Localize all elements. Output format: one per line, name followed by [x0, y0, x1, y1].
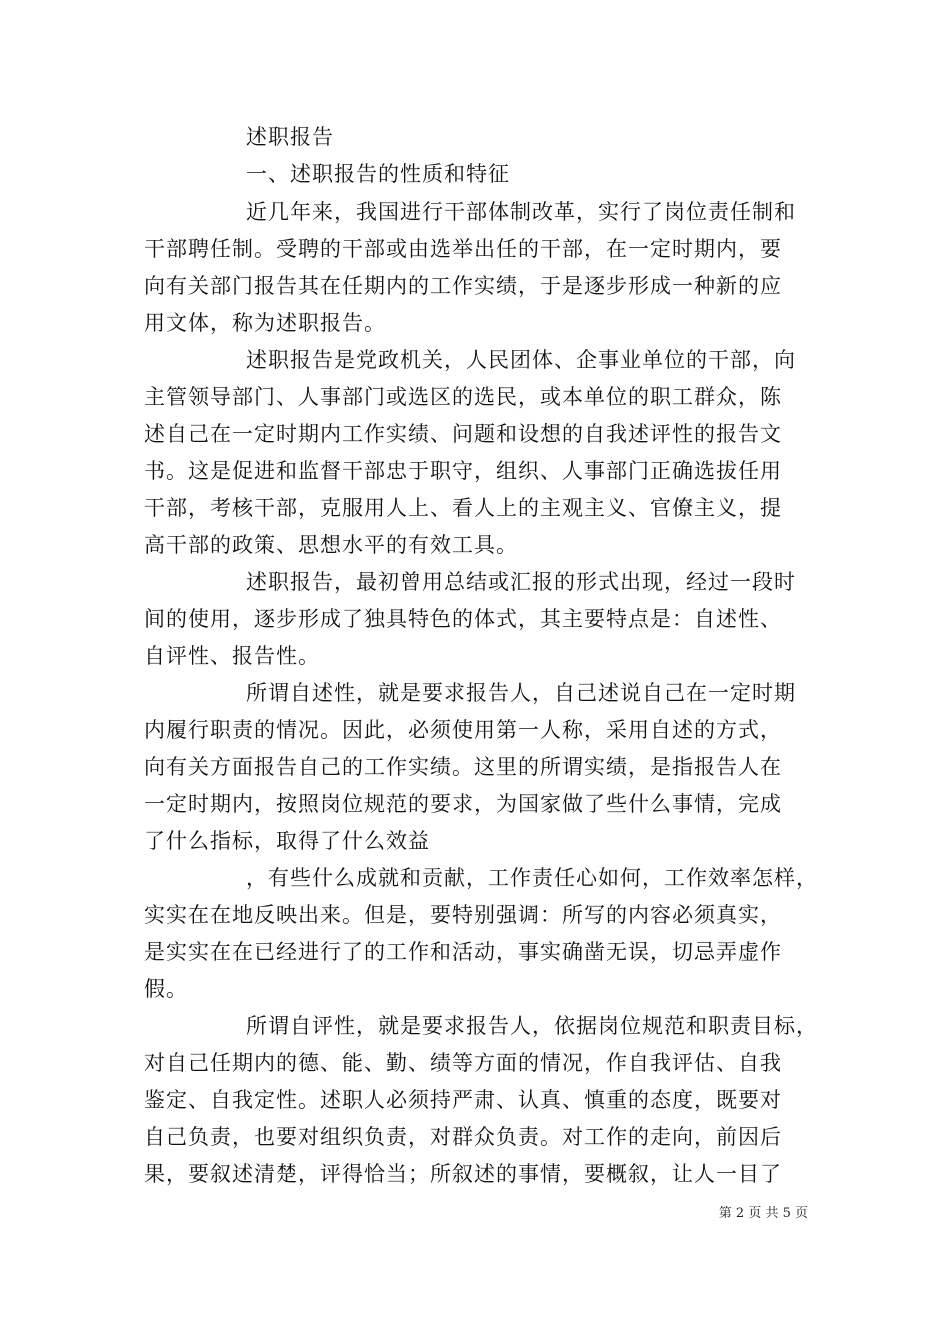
paragraph-line: 果，要叙述清楚，评得恰当；所叙述的事情，要概叙，让人一目了 [144, 1162, 782, 1186]
paragraph-line: 述职报告是党政机关，人民团体、企事业单位的干部，向 [246, 348, 796, 372]
paragraph-line: 自评性、报告性。 [144, 644, 320, 668]
paragraph-line: 对自己任期内的德、能、勤、绩等方面的情况，作自我评估、自我 [144, 1051, 782, 1075]
paragraph-line: 间的使用，逐步形成了独具特色的体式，其主要特点是：自述性、 [144, 607, 782, 631]
paragraph-line: 干部，考核干部，克服用人上、看人上的主观主义、官僚主义，提 [144, 496, 782, 520]
paragraph-line: ，有些什么成就和贡献，工作责任心如何，工作效率怎样， [246, 866, 818, 890]
paragraph-line: 所谓自述性，就是要求报告人，自己述说自己在一定时期 [246, 681, 796, 705]
paragraph-line: 述职报告，最初曾用总结或汇报的形式出现，经过一段时 [246, 570, 796, 594]
paragraph-line: 向有关方面报告自己的工作实绩。这里的所谓实绩，是指报告人在 [144, 755, 782, 779]
document-title: 述职报告 [246, 125, 334, 149]
paragraph-line: 鉴定、自我定性。述职人必须持严肃、认真、慎重的态度，既要对 [144, 1088, 782, 1112]
paragraph-line: 一定时期内，按照岗位规范的要求，为国家做了些什么事情，完成 [144, 792, 782, 816]
paragraph-line: 向有关部门报告其在任期内的工作实绩，于是逐步形成一种新的应 [144, 274, 782, 298]
paragraph-line: 内履行职责的情况。因此，必须使用第一人称，采用自述的方式， [144, 718, 782, 742]
paragraph-line: 自己负责，也要对组织负责，对群众负责。对工作的走向，前因后 [144, 1125, 782, 1149]
paragraph-line: 假。 [144, 977, 188, 1001]
paragraph-line: 了什么指标，取得了什么效益 [144, 829, 430, 853]
paragraph-line: 用文体，称为述职报告。 [144, 311, 386, 335]
paragraph-line: 主管领导部门、人事部门或选区的选民，或本单位的职工群众，陈 [144, 385, 782, 409]
paragraph-line: 实实在在地反映出来。但是，要特别强调：所写的内容必须真实， [144, 903, 782, 927]
paragraph-line: 近几年来，我国进行干部体制改革，实行了岗位责任制和 [246, 200, 796, 224]
paragraph-line: 是实实在在已经进行了的工作和活动，事实确凿无误，切忌弄虚作 [144, 940, 782, 964]
paragraph-line: 述自己在一定时期内工作实绩、问题和设想的自我述评性的报告文 [144, 422, 782, 446]
paragraph-line: 书。这是促进和监督干部忠于职守，组织、人事部门正确选拔任用 [144, 459, 782, 483]
paragraph-line: 干部聘任制。受聘的干部或由选举出任的干部，在一定时期内，要 [144, 237, 782, 261]
paragraph-line: 所谓自评性，就是要求报告人，依据岗位规范和职责目标， [246, 1014, 818, 1038]
paragraph-line: 高干部的政策、思想水平的有效工具。 [144, 533, 518, 557]
page-number: 第 2 页 共 5 页 [718, 1206, 808, 1221]
section-heading: 一、述职报告的性质和特征 [246, 162, 510, 186]
